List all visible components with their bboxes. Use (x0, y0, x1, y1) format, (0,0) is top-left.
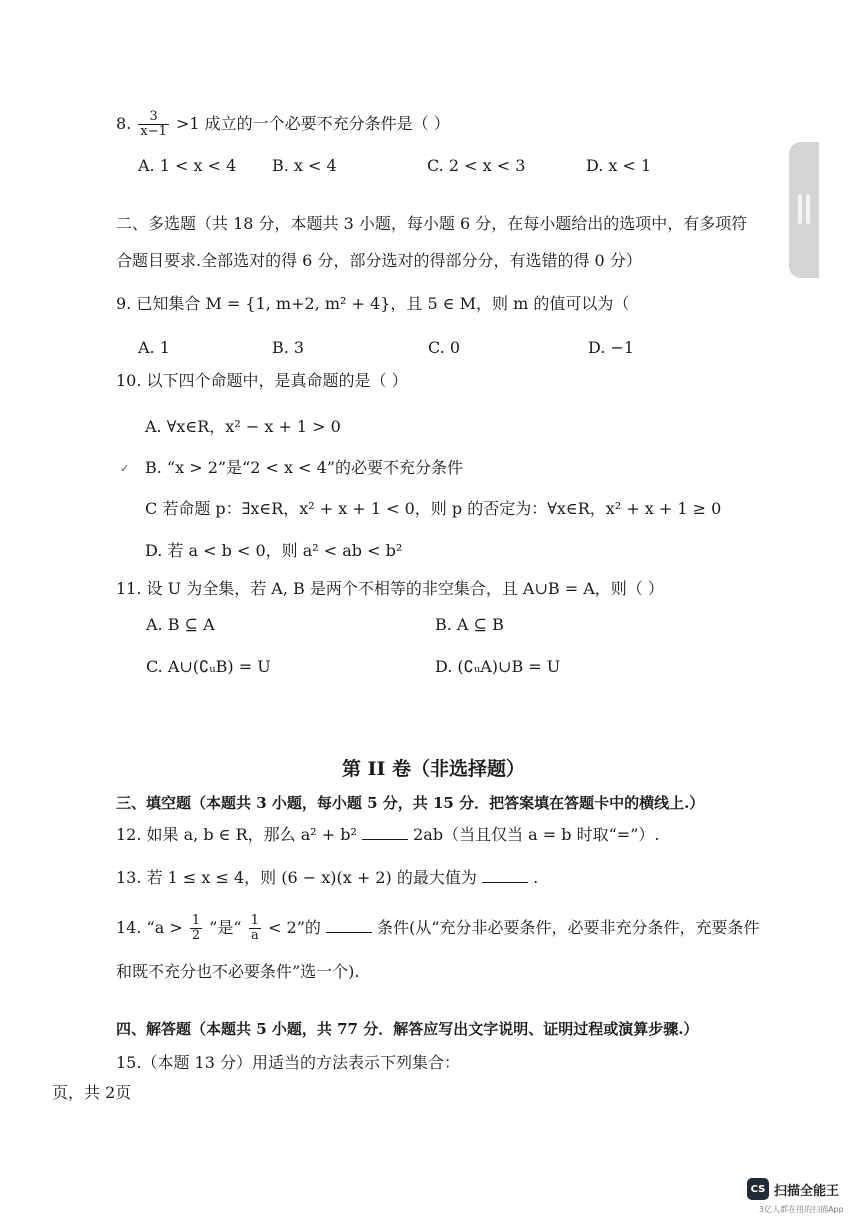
fraction-one-half (190, 914, 202, 943)
question-9: 9. 已知集合 M = {1, m+2, m² + 4}，且 5 ∈ M，则 m 的值可以为（ (116, 294, 630, 313)
question-12 (116, 824, 659, 846)
option-c: C. 2 < x < 3 (427, 156, 526, 175)
section-heading: 二、多选题（共 18 分，本题共 3 小题，每小题 6 分，在每小题给出的选项中，有多项符 (116, 214, 748, 233)
fraction-denominator: x−1 (140, 124, 167, 139)
option-b: B. x < 4 (272, 156, 337, 175)
option-a: A. 1 < x < 4 (138, 156, 237, 175)
brand-name: 扫描全能王 (774, 1183, 840, 1199)
question-text: 12. 如果 a, b ∈ R，那么 a² + b² (116, 825, 357, 844)
answer-blank[interactable] (326, 918, 372, 933)
question-13 (116, 867, 538, 889)
check-mark-icon: ✓ (120, 462, 130, 475)
fraction-one-over-a (249, 914, 261, 943)
fraction-numerator: 3 (138, 110, 169, 125)
answer-blank[interactable] (482, 868, 528, 883)
option-c: C. 0 (428, 338, 461, 357)
option-c: C 若命题 p：∃x∈R，x² + x + 1 < 0，则 p 的否定为：∀x∈R，x² + x + 1 ≥ 0 (145, 499, 722, 518)
section-heading-cont: 合题目要求.全部选对的得 6 分，部分选对的得部分分，有选错的得 0 分） (116, 251, 642, 270)
question-15: 15.（本题 13 分）用适当的方法表示下列集合： (116, 1053, 460, 1072)
brand-tagline: 3亿人都在用的扫描App (759, 1205, 844, 1214)
option-b: B. 3 (272, 338, 305, 357)
option-a: A. 1 (138, 338, 170, 357)
question-10: 10. 以下四个命题中，是真命题的是（ ） (116, 371, 408, 390)
part-title: 第 II 卷（非选择题） (341, 758, 525, 780)
question-text: ”是“ (209, 918, 242, 937)
option-d: D. (∁ᵤA)∪B = U (435, 657, 561, 676)
question-text-after: 2ab（当且仅当 a = b 时取“=”）. (413, 825, 660, 844)
question-text-after: . (533, 868, 539, 887)
question-8 (116, 110, 450, 139)
question-stem: >1 成立的一个必要不充分条件是（ ） (175, 114, 450, 133)
section-heading: 三、填空题（本题共 3 小题，每小题 5 分，共 15 分．把答案填在答题卡中的横线上.） (116, 794, 705, 812)
answer-blank[interactable] (362, 825, 408, 840)
scroll-grip-right (806, 194, 810, 224)
question-14-cont: 和既不充分也不必要条件”选一个). (116, 962, 360, 981)
question-text: < 2”的 (268, 918, 321, 937)
section-heading: 四、解答题（本题共 5 小题，共 77 分．解答应写出文字说明、证明过程或演算步骤.） (116, 1020, 699, 1038)
scanner-watermark (747, 1178, 839, 1200)
option-a: A. B ⊆ A (146, 615, 215, 634)
camscanner-logo-icon: CS (747, 1178, 769, 1200)
scroll-grip-left (798, 194, 802, 224)
scroll-tab[interactable] (789, 142, 819, 278)
fraction-denominator: 2 (191, 928, 201, 943)
question-number: 8. (116, 114, 132, 133)
question-14 (116, 914, 760, 943)
fraction-denominator: a (250, 928, 259, 943)
option-c: C. A∪(∁ᵤB) = U (146, 657, 271, 676)
option-d: D. −1 (588, 338, 635, 357)
fraction-numerator: 1 (191, 913, 201, 928)
question-text-after: 条件(从“充分非必要条件，必要非充分条件，充要条件 (377, 918, 760, 937)
page-footer: 页，共 2页 (52, 1083, 132, 1102)
option-b: B. “x > 2”是“2 < x < 4”的必要不充分条件 (145, 458, 463, 477)
question-text: 14. “a > (116, 918, 183, 937)
question-11: 11. 设 U 为全集，若 A, B 是两个不相等的非空集合，且 A∪B = A，则（ ） (116, 579, 664, 598)
question-text: 13. 若 1 ≤ x ≤ 4，则 (6 − x)(x + 2) 的最大值为 (116, 868, 477, 887)
fraction (138, 110, 169, 139)
option-a: A. ∀x∈R，x² − x + 1 > 0 (145, 417, 341, 436)
fraction-numerator: 1 (250, 913, 259, 928)
option-d: D. x < 1 (586, 156, 652, 175)
option-b: B. A ⊆ B (435, 615, 504, 634)
option-d: D. 若 a < b < 0，则 a² < ab < b² (145, 541, 403, 560)
